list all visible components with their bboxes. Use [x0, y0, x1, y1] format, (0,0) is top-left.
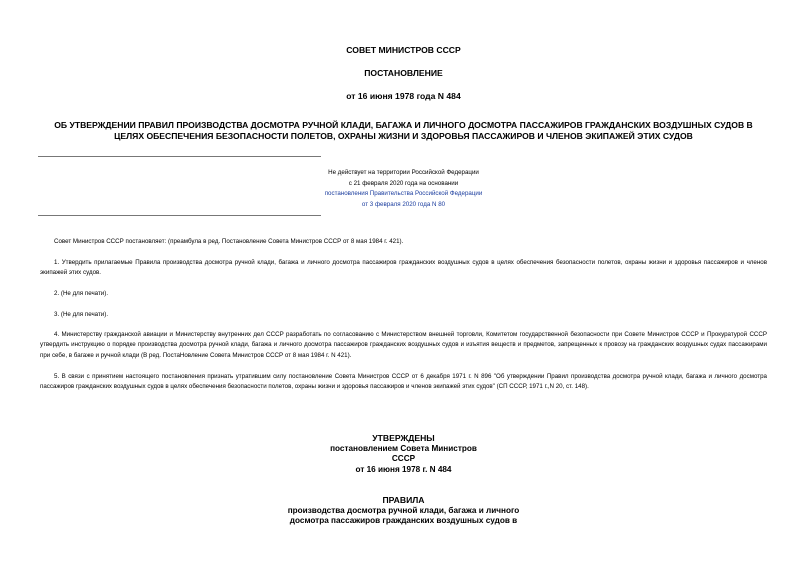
rules-heading: ПРАВИЛА [382, 495, 425, 505]
rules-line-2: досмотра пассажиров гражданских воздушных судов в [289, 516, 518, 526]
paragraph-5: 5. В связи с принятием настоящего постановления признать утратившим силу постановление Совета Министров СССР от 6 декабря 1971 г. N 896 "Об утверждении Правил производства досмотра ручной клади, багажа и личного досмотра пассажиров гражданских воздушных судов в целях обеспечения безопасности полетов, охраны жизни и здоровья пассажиров и членов экипажей этих судов" (СП СССР, 1971 г.,N 20, ст. 148). [40, 373, 767, 391]
approval-block [0, 433, 807, 475]
notice-link-2[interactable]: от 3 февраля 2020 года N 80 [361, 200, 446, 208]
approval-line-3: от 16 июня 1978 г. N 484 [355, 464, 452, 474]
paragraph-2: 2. (Не для печати). [54, 290, 109, 297]
paragraph-1: 1. Утвердить прилагаемые Правила производства досмотра ручной клади, багажа и личного досмотра пассажиров гражданских воздушных судов в целях обеспечения безопасности полетов, охраны жизни и здоровья пассажиров и членов экипажей этих судов. [40, 259, 767, 277]
preamble: Совет Министров СССР постановляет: (преамбула в ред. Постановление Совета Министров СССР от 8 мая 1984 г. 421). [54, 238, 404, 245]
approval-line-1: постановлением Совета Министров [330, 443, 477, 453]
notice-line-2: с 21 февраля 2020 года на основании [348, 179, 459, 187]
paragraph-3: 3. (Не для печати). [54, 311, 109, 318]
document-date: от 16 июня 1978 года N 484 [346, 91, 461, 101]
rules-line-1: производства досмотра ручной клади, багажа и личного [287, 505, 520, 515]
approval-line-2: СССР [391, 454, 416, 464]
document-type: ПОСТАНОВЛЕНИЕ [364, 68, 443, 78]
document-title: ОБ УТВЕРЖДЕНИИ ПРАВИЛ ПРОИЗВОДСТВА ДОСМОТРА РУЧНОЙ КЛАДИ, БАГАЖА И ЛИЧНОГО ДОСМОТРА ПАССАЖИРОВ ГРАЖДАНСКИХ ВОЗДУШНЫХ СУДОВ В ЦЕЛЯХ ОБЕСПЕЧЕНИЯ БЕЗОПАСНОСТИ ПОЛЕТОВ, ОХРАНЫ ЖИЗНИ И ЗДОРОВЬЯ ПАССАЖИРОВ И ЧЛЕНОВ ЭКИПАЖЕЙ ЭТИХ СУДОВ [54, 120, 753, 141]
divider-top [38, 156, 321, 157]
approval-heading: УТВЕРЖДЕНЫ [372, 433, 435, 443]
status-notice [220, 168, 587, 210]
notice-link-1[interactable]: постановления Правительства Российской Федерации [324, 190, 483, 197]
divider-bottom [38, 215, 321, 216]
paragraph-4: 4. Министерству гражданской авиации и Министерству внутренних дел СССР разработать по согласованию с Министерством внешней торговли, Комитетом государственной безопасности при Совете Министров СССР и Прокуратурой СССР утвердить инструкцию о порядке производства досмотра ручной клади, багажа и личного досмотра пассажиров гражданских воздушных судов и изъятия веществ и предметов, запрещенных к провозу на гражданских воздушных судах пассажирами при себе, в багаже и ручной клади (В ред. ПостаНовление Совета Министров СССР от 8 мая 1984 г. N 421). [40, 331, 767, 359]
notice-line-1: Не действует на территории Российской Федерации [328, 169, 479, 176]
rules-block [0, 495, 807, 527]
org-name: СОВЕТ МИНИСТРОВ СССР [346, 45, 461, 55]
